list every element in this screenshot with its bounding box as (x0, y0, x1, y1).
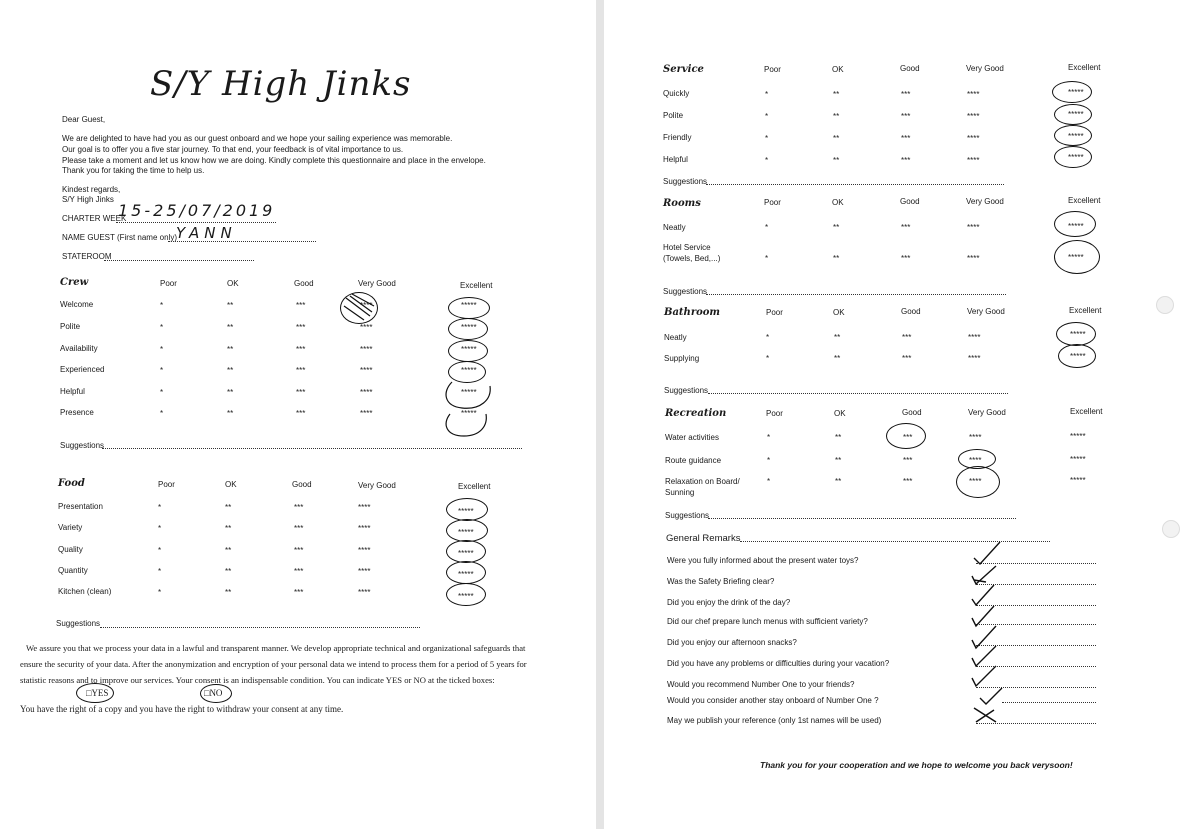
question-text: Was the Safety Briefing clear? (667, 577, 775, 586)
rating-poor[interactable]: * (160, 345, 164, 354)
rating-very-good[interactable]: **** (969, 433, 982, 442)
rating-excellent[interactable]: ***** (1070, 432, 1086, 441)
rating-ok[interactable]: ** (835, 477, 842, 486)
rating-good[interactable]: *** (296, 345, 306, 354)
rating-good[interactable]: *** (294, 567, 304, 576)
row-label: Quality (58, 545, 83, 554)
rating-poor[interactable]: * (767, 456, 771, 465)
rating-excellent[interactable]: ***** (1068, 110, 1084, 119)
rating-good[interactable]: *** (294, 546, 304, 555)
row-label: Helpful (663, 155, 688, 164)
general-remarks-title: General Remarks (666, 533, 741, 544)
rating-excellent[interactable]: ***** (458, 528, 474, 537)
selection-mark (1058, 344, 1096, 368)
bathroom-suggestions-label: Suggestions (664, 386, 709, 395)
header-very-good: Very Good (966, 64, 1004, 73)
header-good: Good (902, 408, 922, 417)
selection-mark (1054, 125, 1092, 146)
rating-good[interactable]: *** (901, 223, 911, 232)
rating-very-good[interactable]: **** (358, 546, 371, 555)
header-good: Good (901, 307, 921, 316)
selection-mark (446, 561, 486, 584)
question-text: Did you have any problems or difficulties during your vacation? (667, 659, 890, 668)
rating-excellent[interactable]: ***** (461, 366, 477, 375)
question-text: Did you enjoy our afternoon snacks? (667, 638, 797, 647)
recreation-suggestions-label: Suggestions (665, 511, 710, 520)
rating-very-good[interactable]: **** (358, 503, 371, 512)
rating-very-good[interactable]: **** (967, 156, 980, 165)
header-very-good: Very Good (358, 481, 396, 490)
rating-ok[interactable]: ** (225, 567, 232, 576)
selection-mark (1052, 81, 1092, 103)
row-label: Presence (60, 408, 94, 417)
charter-week-value[interactable]: 15-25/07/2019 (118, 201, 276, 220)
header-excellent: Excellent (1070, 407, 1103, 416)
rating-very-good[interactable]: **** (360, 409, 373, 418)
rating-ok[interactable]: ** (225, 588, 232, 597)
rating-good[interactable]: *** (903, 477, 913, 486)
rating-good[interactable]: *** (903, 433, 913, 442)
rating-poor[interactable]: * (765, 254, 769, 263)
rating-poor[interactable]: * (767, 477, 771, 486)
rating-poor[interactable]: * (765, 90, 769, 99)
rating-excellent[interactable]: ***** (461, 301, 477, 310)
rating-ok[interactable]: ** (227, 323, 234, 332)
header-excellent: Excellent (1068, 196, 1101, 205)
recreation-section-title: Recreation (665, 408, 727, 419)
questionnaire-page-left (0, 0, 596, 829)
no-label: NO (209, 688, 223, 698)
header-good: Good (900, 197, 920, 206)
rating-poor[interactable]: * (765, 112, 769, 121)
service-suggestions-label: Suggestions (663, 177, 708, 186)
crew-section-title: Crew (60, 277, 89, 288)
intro-line-2: Our goal is to offer you a five star journey. To that end, your feedback is of vital importance to us. (62, 145, 404, 154)
row-label: Friendly (663, 133, 692, 142)
rating-very-good[interactable]: **** (360, 388, 373, 397)
rating-ok[interactable]: ** (227, 301, 234, 310)
rating-very-good[interactable]: **** (969, 456, 982, 465)
rating-poor[interactable]: * (765, 156, 769, 165)
header-very-good: Very Good (967, 307, 1005, 316)
header-poor: Poor (766, 409, 783, 418)
intro-line-1: We are delighted to have had you as our guest onboard and we hope your sailing experience was memorable. (62, 134, 453, 143)
rating-very-good[interactable]: **** (360, 345, 373, 354)
selection-mark (1056, 322, 1096, 346)
rating-poor[interactable]: * (160, 409, 164, 418)
intro-line-3: Please take a moment and let us know how we are doing. Kindly complete this questionnaire and place in the envelope. (62, 156, 486, 165)
header-ok: OK (832, 198, 844, 207)
rating-poor[interactable]: * (766, 333, 770, 342)
rating-excellent[interactable]: ***** (461, 345, 477, 354)
rating-very-good[interactable]: **** (360, 301, 373, 310)
row-label: Polite (60, 322, 81, 331)
selection-mark (76, 683, 114, 703)
rating-ok[interactable]: ** (833, 112, 840, 121)
header-ok: OK (227, 279, 239, 288)
rating-excellent[interactable]: ***** (458, 570, 474, 579)
rating-poor[interactable]: * (160, 366, 164, 375)
selection-mark (448, 297, 490, 319)
rating-excellent[interactable]: ***** (1068, 222, 1084, 231)
name-guest-value[interactable]: YANN (176, 224, 237, 242)
rating-good[interactable]: *** (294, 588, 304, 597)
name-guest-label: NAME GUEST (First name only) (62, 233, 177, 242)
rating-ok[interactable]: ** (833, 254, 840, 263)
row-label: Route guidance (665, 456, 722, 465)
rating-good[interactable]: *** (901, 112, 911, 121)
header-poor: Poor (158, 480, 175, 489)
rating-very-good[interactable]: **** (968, 354, 981, 363)
rooms-section-title: Rooms (663, 198, 701, 209)
rating-good[interactable]: *** (294, 503, 304, 512)
rating-ok[interactable]: ** (835, 433, 842, 442)
selection-mark (200, 684, 232, 703)
rating-poor[interactable]: * (767, 433, 771, 442)
signoff-line-2: S/Y High Jinks (62, 195, 114, 204)
closing-message: Thank you for your cooperation and we hope to welcome you back verysoon! (760, 760, 1073, 770)
row-label-sub: (Towels, Bed,...) (663, 254, 721, 263)
selection-mark (1054, 240, 1100, 274)
selection-mark (448, 318, 488, 340)
service-section-title: Service (663, 64, 704, 75)
selection-mark (446, 519, 488, 542)
rating-good[interactable]: *** (902, 333, 912, 342)
row-label: Polite (663, 111, 684, 120)
row-label: Relaxation on Board/ (665, 477, 740, 486)
rating-excellent[interactable]: ***** (461, 388, 477, 397)
rating-very-good[interactable]: **** (968, 333, 981, 342)
no-checkbox-icon: □ (204, 688, 210, 698)
cross-mark[interactable] (972, 704, 1000, 726)
rating-poor[interactable]: * (766, 354, 770, 363)
stateroom-label: STATEROOM (62, 252, 112, 261)
row-label: Water activities (665, 433, 719, 442)
row-label-sub: Sunning (665, 488, 695, 497)
signoff-line-1: Kindest regards, (62, 185, 121, 194)
rating-very-good[interactable]: **** (967, 223, 980, 232)
row-label: Quickly (663, 89, 690, 98)
rating-good[interactable]: *** (901, 254, 911, 263)
header-excellent: Excellent (460, 281, 493, 290)
rating-good[interactable]: *** (296, 301, 306, 310)
check-mark[interactable] (978, 682, 1006, 706)
rating-excellent[interactable]: ***** (458, 549, 474, 558)
header-excellent: Excellent (1068, 63, 1101, 72)
header-very-good: Very Good (968, 408, 1006, 417)
row-label: Presentation (58, 502, 103, 511)
food-suggestions-label: Suggestions (56, 619, 101, 628)
header-good: Good (294, 279, 314, 288)
header-poor: Poor (160, 279, 177, 288)
rating-ok[interactable]: ** (227, 409, 234, 418)
form-title: S/Y High Jinks (150, 64, 412, 104)
header-very-good: Very Good (966, 197, 1004, 206)
row-label: Quantity (58, 566, 88, 575)
rating-good[interactable]: *** (901, 134, 911, 143)
selection-mark (1054, 104, 1092, 125)
rating-good[interactable]: *** (296, 409, 306, 418)
header-poor: Poor (766, 308, 783, 317)
rating-good[interactable]: *** (294, 524, 304, 533)
rating-excellent[interactable]: ***** (1068, 88, 1084, 97)
intro-line-4: Thank you for taking the time to help us. (62, 166, 205, 175)
rating-excellent[interactable]: ***** (1068, 153, 1084, 162)
rating-very-good[interactable]: **** (967, 90, 980, 99)
question-text: Were you fully informed about the present water toys? (667, 556, 859, 565)
header-ok: OK (834, 409, 846, 418)
rating-very-good[interactable]: **** (358, 588, 371, 597)
row-label: Hotel Service (663, 243, 711, 252)
rating-excellent[interactable]: ***** (1068, 253, 1084, 262)
rating-ok[interactable]: ** (833, 223, 840, 232)
crew-suggestions-label: Suggestions (60, 441, 105, 450)
header-good: Good (900, 64, 920, 73)
rating-excellent[interactable]: ***** (458, 592, 474, 601)
rating-ok[interactable]: ** (833, 156, 840, 165)
questionnaire-page-right (604, 0, 1200, 829)
selection-mark (956, 466, 1000, 498)
rating-ok[interactable]: ** (225, 524, 232, 533)
header-poor: Poor (764, 198, 781, 207)
rating-very-good[interactable]: **** (967, 112, 980, 121)
rating-excellent[interactable]: ***** (1068, 132, 1084, 141)
greeting: Dear Guest, (62, 115, 106, 124)
rating-ok[interactable]: ** (834, 354, 841, 363)
question-text: Did our chef prepare lunch menus with sufficient variety? (667, 617, 868, 626)
rating-very-good[interactable]: **** (358, 567, 371, 576)
rating-ok[interactable]: ** (835, 456, 842, 465)
rating-poor[interactable]: * (158, 524, 162, 533)
rating-poor[interactable]: * (158, 546, 162, 555)
rating-good[interactable]: *** (296, 366, 306, 375)
row-label: Experienced (60, 365, 105, 374)
header-poor: Poor (764, 65, 781, 74)
row-label: Neatly (663, 223, 686, 232)
row-label: Availability (60, 344, 98, 353)
header-ok: OK (832, 65, 844, 74)
rating-ok[interactable]: ** (834, 333, 841, 342)
selection-mark (1054, 146, 1092, 168)
header-very-good: Very Good (358, 279, 396, 288)
charter-week-label: CHARTER WEEK (62, 214, 127, 223)
question-text: Would you consider another stay onboard of Number One ? (667, 696, 879, 705)
rating-very-good[interactable]: **** (969, 477, 982, 486)
page-gutter (596, 0, 604, 829)
rating-ok[interactable]: ** (833, 134, 840, 143)
punch-hole (1162, 520, 1180, 538)
question-text: Did you enjoy the drink of the day? (667, 598, 791, 607)
row-label: Welcome (60, 300, 94, 309)
rating-poor[interactable]: * (160, 388, 164, 397)
scribble-mark (440, 378, 500, 442)
rating-excellent[interactable]: ***** (458, 507, 474, 516)
question-text: May we publish your reference (only 1st names will be used) (667, 716, 882, 725)
rating-poor[interactable]: * (158, 588, 162, 597)
rights-notice: You have the right of a copy and you have the right to withdraw your consent at any time. (20, 704, 344, 714)
bathroom-section-title: Bathroom (664, 307, 721, 318)
rating-ok[interactable]: ** (225, 546, 232, 555)
row-label: Supplying (664, 354, 700, 363)
rating-very-good[interactable]: **** (967, 134, 980, 143)
privacy-line-2: ensure the security of your data. After the anonymization and encryption of your personal data we intend to process them for a period of 5 years for (20, 659, 527, 669)
rating-ok[interactable]: ** (225, 503, 232, 512)
header-excellent: Excellent (1069, 306, 1102, 315)
rating-ok[interactable]: ** (833, 90, 840, 99)
question-text: Would you recommend Number One to your friends? (667, 680, 855, 689)
rating-ok[interactable]: ** (227, 388, 234, 397)
rating-good[interactable]: *** (901, 156, 911, 165)
rating-poor[interactable]: * (160, 301, 164, 310)
rating-ok[interactable]: ** (227, 345, 234, 354)
food-section-title: Food (58, 478, 85, 489)
rating-excellent[interactable]: ***** (1070, 476, 1086, 485)
rating-ok[interactable]: ** (227, 366, 234, 375)
selection-mark (1054, 211, 1096, 237)
rating-poor[interactable]: * (158, 503, 162, 512)
header-good: Good (292, 480, 312, 489)
selection-mark (448, 340, 488, 362)
header-excellent: Excellent (458, 482, 491, 491)
rating-excellent[interactable]: ***** (461, 323, 477, 332)
scribble-mark (342, 292, 376, 322)
rating-poor[interactable]: * (765, 223, 769, 232)
rating-excellent[interactable]: ***** (1070, 330, 1086, 339)
selection-mark (886, 423, 926, 449)
rating-very-good[interactable]: **** (358, 524, 371, 533)
rating-excellent[interactable]: ***** (1070, 352, 1086, 361)
rating-good[interactable]: *** (902, 354, 912, 363)
rating-very-good[interactable]: **** (360, 323, 373, 332)
row-label: Variety (58, 523, 83, 532)
rating-good[interactable]: *** (296, 323, 306, 332)
row-label: Kitchen (clean) (58, 587, 112, 596)
privacy-line-1: We assure you that we process your data in a lawful and transparent manner. We develop appropriate technical and organizational safeguards that (26, 643, 526, 653)
privacy-line-3: statistic reasons and to improve our services. Your consent is an indispensable condition. You can indicate YES or NO at the ticked boxes: (20, 675, 495, 685)
yes-checkbox-icon: □ (86, 688, 92, 698)
rating-very-good[interactable]: **** (967, 254, 980, 263)
row-label: Neatly (664, 333, 687, 342)
selection-mark (446, 498, 488, 521)
rating-poor[interactable]: * (158, 567, 162, 576)
header-ok: OK (225, 480, 237, 489)
rooms-suggestions-label: Suggestions (663, 287, 708, 296)
yes-label: YES (91, 688, 109, 698)
punch-hole (1156, 296, 1174, 314)
rating-good[interactable]: *** (903, 456, 913, 465)
selection-mark (446, 583, 486, 606)
rating-very-good[interactable]: **** (360, 366, 373, 375)
rating-excellent[interactable]: ***** (461, 409, 477, 418)
row-label: Helpful (60, 387, 85, 396)
rating-good[interactable]: *** (901, 90, 911, 99)
rating-excellent[interactable]: ***** (1070, 455, 1086, 464)
selection-mark (446, 540, 486, 563)
rating-poor[interactable]: * (765, 134, 769, 143)
rating-good[interactable]: *** (296, 388, 306, 397)
rating-poor[interactable]: * (160, 323, 164, 332)
header-ok: OK (833, 308, 845, 317)
